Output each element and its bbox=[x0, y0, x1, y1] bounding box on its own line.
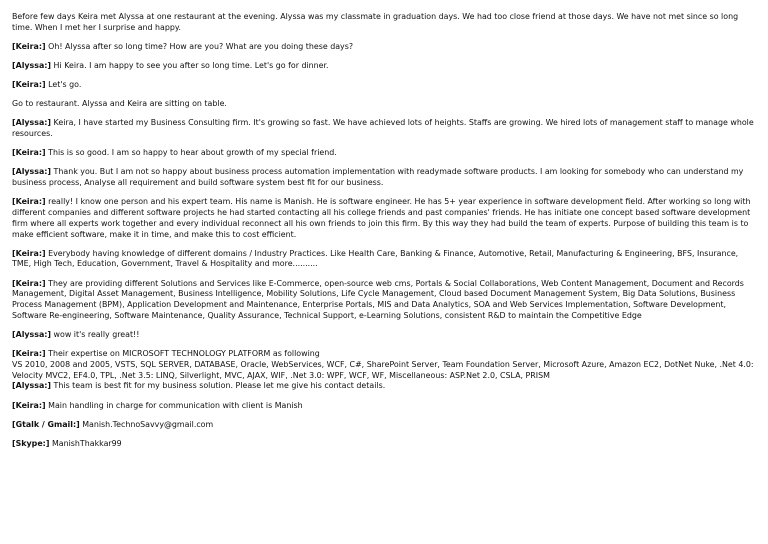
expertise-intro-line bbox=[12, 349, 754, 360]
speaker-label: [Gtalk / Gmail:] bbox=[12, 419, 80, 429]
speaker-label: [Keira:] bbox=[12, 148, 46, 158]
dialogue-line bbox=[12, 148, 754, 159]
contact-skype-line bbox=[12, 439, 754, 450]
speaker-label: [Alyssa:] bbox=[12, 167, 52, 177]
speaker-label: [Alyssa:] bbox=[12, 60, 52, 70]
expertise-block bbox=[12, 349, 754, 392]
speaker-label: [Keira:] bbox=[12, 197, 46, 207]
dialogue-text: Keira, I have started my Business Consulting firm. It's growing so fast. We have achieved lots of heights. Staffs are growing. We hired lots of management staff to manage whole resources. bbox=[12, 118, 754, 139]
speaker-label: [Keira:] bbox=[12, 400, 46, 410]
expertise-intro-text: Their expertise on MICROSOFT TECHNOLOGY PLATFORM as following bbox=[45, 349, 320, 359]
dialogue-text: Everybody having knowledge of different domains / Industry Practices. Like Health Care, Banking & Finance, Automotive, Retail, Manufacturing & Engineering, BFS, Insurance, TME, High Tech, Education, Government, Travel & Hospitality and more.......... bbox=[12, 248, 739, 269]
dialogue-line bbox=[12, 118, 754, 140]
dialogue-line bbox=[12, 61, 754, 72]
narration-paragraph bbox=[12, 12, 754, 34]
dialogue-line bbox=[12, 279, 754, 322]
paragraph-text: Go to restaurant. Alyssa and Keira are sitting on table. bbox=[12, 99, 227, 109]
dialogue-text: Main handling in charge for communication with client is Manish bbox=[45, 400, 303, 410]
dialogue-line bbox=[12, 197, 754, 240]
speaker-label: [Keira:] bbox=[12, 80, 46, 90]
dialogue-line bbox=[12, 401, 754, 412]
speaker-label: [Keira:] bbox=[12, 41, 46, 51]
dialogue-line bbox=[12, 330, 754, 341]
speaker-label: [Alyssa:] bbox=[12, 118, 52, 128]
dialogue-text: Oh! Alyssa after so long time? How are you? What are you doing these days? bbox=[45, 41, 354, 51]
expertise-technology-list: VS 2010, 2008 and 2005, VSTS, SQL SERVER, DATABASE, Oracle, WebServices, WCF, C#, SharePoint Server, Team Foundation Server, Microsoft Azure, Amazon EC2, DotNet Nuke, .Net 4.0: Velocity MVC2, EF4.0, TPL, .Net 3.5: LINQ, Silverlight, MVC, AJAX, WIF, .Net 3.0: WPF, WCF, WF, Miscellaneous: ASP.Net 2.0, CSLA, PRISM bbox=[12, 359, 754, 380]
speaker-label: [Keira:] bbox=[12, 248, 46, 258]
dialogue-text: really! I know one person and his expert team. His name is Manish. He is software engineer. He has 5+ year experience in software development field. After working so long with different companies and different software projects he had started contacting all his college friends and past companies' friends. He has initiate one concept based software development firm where all experts work together and every individual reconnect all his own friends to join this firm. By this way they had build the team of experts. Purpose of building this team is to make efficient software, make it in time, and make this to cost efficient. bbox=[12, 197, 751, 239]
dialogue-text: Thank you. But I am not so happy about business process automation implementation with readymade software products. I am looking for somebody who can understand my business process, Analyse all requirement and build software system best fit for our business. bbox=[12, 167, 744, 188]
dialogue-text: This is so good. I am so happy to hear about growth of my special friend. bbox=[45, 148, 337, 158]
dialogue-text: Let's go. bbox=[45, 80, 82, 90]
narration-paragraph bbox=[12, 99, 754, 110]
dialogue-line bbox=[12, 42, 754, 53]
speaker-label: [Skype:] bbox=[12, 438, 50, 448]
dialogue-line bbox=[12, 80, 754, 91]
dialogue-line bbox=[12, 167, 754, 189]
dialogue-text: This team is best fit for my business solution. Please let me give his contact details. bbox=[51, 381, 386, 391]
speaker-label: [Keira:] bbox=[12, 278, 46, 288]
speaker-label: [Keira:] bbox=[12, 349, 46, 359]
gmail-address: Manish.TechnoSavvy@gmail.com bbox=[79, 419, 214, 429]
contact-gtalk-line bbox=[12, 420, 754, 431]
dialogue-text: wow it's really great!! bbox=[51, 330, 140, 339]
dialogue-text: Hi Keira. I am happy to see you after so long time. Let's go for dinner. bbox=[51, 60, 329, 70]
expertise-reply-line bbox=[12, 381, 754, 392]
paragraph-text: Before few days Keira met Alyssa at one restaurant at the evening. Alyssa was my classmate in graduation days. We had too close friend at those days. We have not met since so long time. When I met her I surprise and happy. bbox=[12, 12, 739, 32]
dialogue-line bbox=[12, 249, 754, 271]
speaker-label: [Alyssa:] bbox=[12, 330, 52, 339]
dialogue-text: They are providing different Solutions and Services like E-Commerce, open-source web cms, Portals & Social Collaborations, Web Content Management, Document and Records Management, Digital Asset Management, Business Intelligence, Mobility Solutions, Life Cycle Management, Cloud based Document Management System, Big Data Solutions, Business Process Management (BPM), Application Development and Maintenance, Enterprise Portals, MIS and Data Analytics, SOA and Web Services Implementation, Software Development, Software Re-engineering, Software Maintenance, Quality Assurance, Technical Support, e-Learning Solutions, consistent R&D to maintain the Competitive Edge bbox=[12, 278, 744, 320]
skype-id: ManishThakkar99 bbox=[49, 438, 122, 448]
speaker-label: [Alyssa:] bbox=[12, 381, 52, 391]
